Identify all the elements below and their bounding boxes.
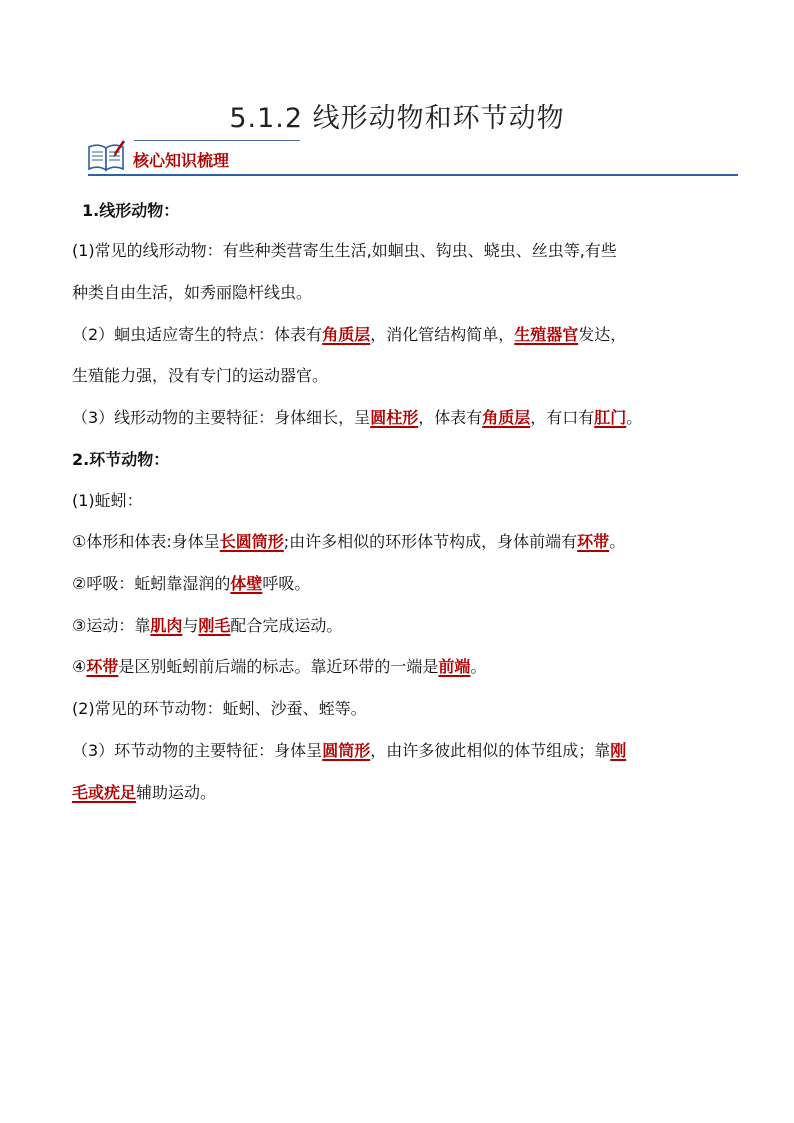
text-run: 。	[609, 532, 626, 551]
text-run: ③运动：靠	[72, 616, 151, 635]
answer-blank: 毛或疣足	[72, 783, 137, 802]
text-run: 是区别蚯蚓前后端的标志。靠近环带的一端是	[118, 657, 439, 676]
answer-blank: 长圆筒形	[219, 532, 284, 551]
paragraph-line	[72, 532, 625, 552]
header-rule	[88, 174, 738, 176]
heading-nematodes: 1.线形动物：	[82, 201, 180, 220]
paragraph-line	[72, 574, 310, 594]
paragraph-line	[72, 408, 642, 428]
section-header-label: 核心知识梳理	[133, 151, 230, 170]
text-run: 呼吸。	[262, 574, 311, 593]
paragraph-line: 种类自由生活，如秀丽隐杆线虫。	[72, 283, 313, 302]
text-run: ，有口有	[530, 408, 595, 427]
heading-annelids: 2.环节动物：	[72, 450, 170, 469]
answer-blank: 圆柱形	[370, 408, 419, 427]
paragraph-line	[72, 783, 216, 803]
answer-blank: 肛门	[594, 408, 627, 427]
answer-blank: 体壁	[230, 574, 263, 593]
text-run: ，体表有	[418, 408, 483, 427]
answer-blank: 环带	[577, 532, 610, 551]
answer-blank: 角质层	[322, 325, 371, 344]
text-run: ，由许多彼此相似的体节组成；靠	[370, 741, 611, 760]
text-run: ，消化管结构简单，	[370, 325, 515, 344]
paragraph-line: (1)蚯蚓：	[72, 491, 143, 510]
paragraph-line: (1)常见的线形动物：有些种类营寄生生活,如蛔虫、钩虫、蛲虫、丝虫等,有些	[72, 241, 617, 260]
text-run: 辅助运动。	[136, 783, 217, 802]
text-run: （3）环节动物的主要特征：身体呈	[72, 741, 323, 760]
paragraph-line: 生殖能力强，没有专门的运动器官。	[72, 366, 329, 385]
page-title: 5.1.2 线形动物和环节动物	[229, 103, 565, 134]
text-run: （3）线形动物的主要特征：身体细长，呈	[72, 408, 371, 427]
header-top-line	[134, 140, 300, 141]
text-run: 配合完成运动。	[230, 616, 343, 635]
answer-blank: 刚	[610, 741, 627, 760]
paragraph-line	[72, 325, 626, 345]
text-run: （2）蛔虫适应寄生的特点：体表有	[72, 325, 323, 344]
text-run: ;由许多相似的环形体节构成，身体前端有	[283, 532, 578, 551]
answer-blank: 角质层	[482, 408, 531, 427]
text-run: ④	[72, 657, 87, 676]
answer-blank: 前端	[438, 657, 471, 676]
text-run: 发达，	[578, 325, 627, 344]
answer-blank: 环带	[86, 657, 119, 676]
text-run: 与	[182, 616, 199, 635]
paragraph-line	[72, 741, 626, 761]
paragraph-line: (2)常见的环节动物：蚯蚓、沙蚕、蛭等。	[72, 699, 367, 718]
paragraph-line	[72, 657, 486, 677]
answer-blank: 刚毛	[198, 616, 231, 635]
answer-blank: 生殖器官	[514, 325, 579, 344]
paragraph-line	[72, 616, 342, 636]
book-icon	[86, 140, 126, 174]
text-run: ②呼吸：蚯蚓靠湿润的	[72, 574, 231, 593]
section-header	[86, 138, 738, 182]
text-run: 。	[470, 657, 487, 676]
answer-blank: 肌肉	[150, 616, 183, 635]
text-run: ①体形和体表:身体呈	[72, 532, 220, 551]
text-run: 。	[626, 408, 643, 427]
answer-blank: 圆筒形	[322, 741, 371, 760]
